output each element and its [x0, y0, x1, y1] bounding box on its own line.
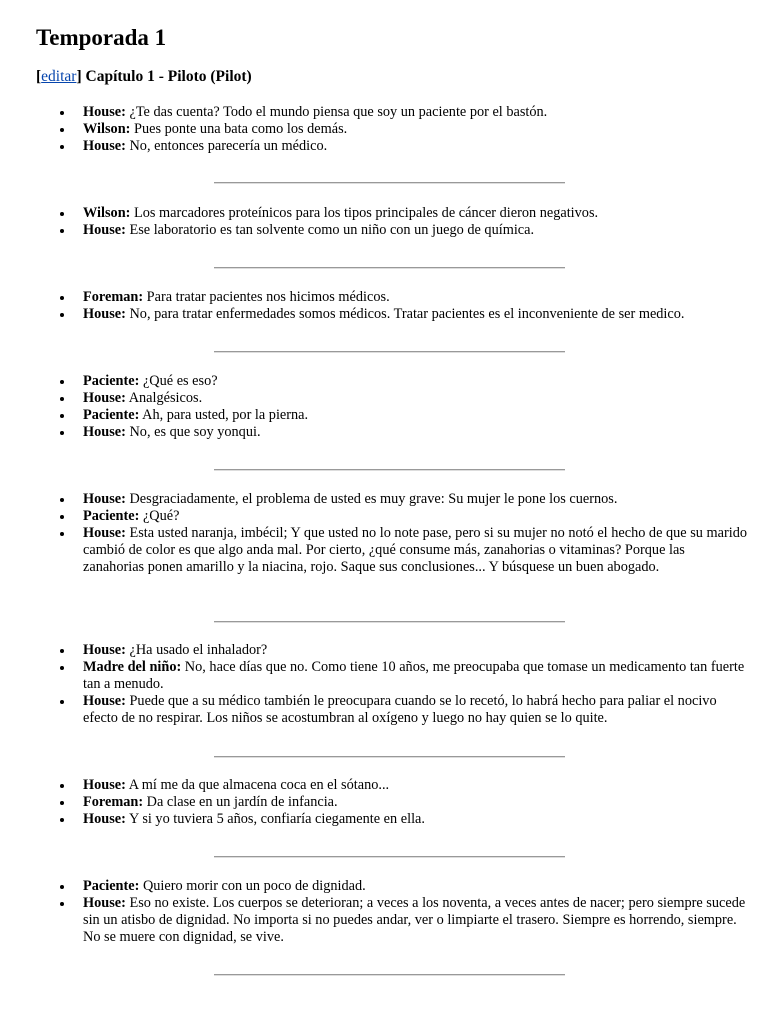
- quote-text: ¿Qué es eso?: [139, 373, 218, 389]
- quote-text: ¿Qué?: [139, 508, 180, 524]
- quote-line: [58, 121, 748, 138]
- speaker-name: House:: [83, 138, 126, 154]
- separator-rule: [214, 974, 565, 976]
- chapter-title: Capítulo 1 - Piloto (Pilot): [81, 68, 252, 85]
- quote-line: [58, 222, 748, 239]
- quote-group-7: [58, 777, 748, 828]
- speaker-name: Paciente:: [83, 878, 140, 894]
- chapter-heading: [36, 66, 252, 88]
- separator-rule: [214, 856, 565, 858]
- quote-text: Para tratar pacientes nos hicimos médicos.: [143, 289, 390, 305]
- quote-text: Los marcadores proteínicos para los tipos principales de cáncer dieron negativos.: [130, 205, 599, 221]
- speaker-name: House:: [83, 777, 126, 793]
- speaker-name: House:: [83, 104, 126, 120]
- quote-text: Eso no existe. Los cuerpos se deterioran; a veces a los noventa, a veces antes de nacer; pero siempre sucede sin un atisbo de dignidad. No importa si no puedes andar, ver o limpiarte el trasero. Siempre es horrendo, siempre. No se muere con dignidad, se vive.: [83, 895, 746, 945]
- quote-line: [58, 642, 748, 659]
- quote-text: ¿Te das cuenta? Todo el mundo piensa que soy un paciente por el bastón.: [125, 104, 548, 120]
- quote-text: Y si yo tuviera 5 años, confiaría ciegamente en ella.: [125, 811, 425, 827]
- quote-line: [58, 373, 748, 390]
- quote-text: Puede que a su médico también le preocupara cuando se lo recetó, lo habrá hecho para paliar el nocivo efecto de no respirar. Los niños se acostumbran al oxígeno y luego no hay quien se lo quite.: [83, 693, 717, 726]
- quote-text: No, entonces parecería un médico.: [125, 138, 328, 154]
- quote-line: [58, 390, 748, 407]
- quote-text: Analgésicos.: [125, 390, 203, 406]
- quote-line: [58, 205, 748, 222]
- edit-link[interactable]: editar: [41, 68, 77, 85]
- speaker-name: House:: [83, 491, 126, 507]
- speaker-name: House:: [83, 642, 126, 658]
- quote-line: [58, 659, 748, 693]
- quote-group-4: [58, 373, 748, 441]
- quote-line: [58, 138, 748, 155]
- quote-text: Desgraciadamente, el problema de usted es muy grave: Su mujer le pone los cuernos.: [125, 491, 618, 507]
- quote-group-5: [58, 491, 748, 576]
- quote-group-6: [58, 642, 748, 727]
- quote-line: [58, 104, 748, 121]
- quote-line: [58, 289, 748, 306]
- speaker-name: House:: [83, 525, 126, 541]
- speaker-name: Foreman:: [83, 794, 144, 810]
- separator-rule: [214, 756, 565, 758]
- quote-text: No, hace días que no. Como tiene 10 años, me preocupaba que tomase un medicamento tan fuerte tan a menudo.: [83, 659, 745, 692]
- speaker-name: Paciente:: [83, 407, 140, 423]
- quote-text: No, para tratar enfermedades somos médicos. Tratar pacientes es el inconveniente de ser medico.: [125, 306, 685, 322]
- speaker-name: House:: [83, 693, 126, 709]
- quote-line: [58, 424, 748, 441]
- quote-group-8: [58, 878, 748, 946]
- speaker-name: Paciente:: [83, 373, 140, 389]
- quote-group-2: [58, 205, 748, 239]
- bracket-close: ]: [76, 68, 82, 85]
- quote-line: [58, 895, 748, 946]
- speaker-name: House:: [83, 811, 126, 827]
- quote-line: [58, 407, 748, 424]
- quote-text: Esta usted naranja, imbécil; Y que usted no lo note pase, pero si su mujer no notó el hecho de que su marido cambió de color es que algo anda mal. Por cierto, ¿qué consume más, zanahorias o vitaminas? Porque las zanahorias ponen amarillo y la niacina, rojo. Saque sus conclusiones... Y búsquese un buen abogado.: [83, 525, 748, 575]
- speaker-name: Wilson:: [83, 205, 131, 221]
- bracket-open: [: [36, 68, 42, 85]
- speaker-name: Madre del niño:: [83, 659, 182, 675]
- speaker-name: Paciente:: [83, 508, 140, 524]
- speaker-name: House:: [83, 222, 126, 238]
- speaker-name: House:: [83, 895, 126, 911]
- quote-line: [58, 306, 748, 323]
- quote-line: [58, 525, 748, 576]
- quote-text: Ah, para usted, por la pierna.: [139, 407, 309, 423]
- quote-text: Ese laboratorio es tan solvente como un niño con un juego de química.: [125, 222, 535, 238]
- speaker-name: House:: [83, 424, 126, 440]
- speaker-name: Foreman:: [83, 289, 144, 305]
- separator-rule: [214, 351, 565, 353]
- quote-text: A mí me da que almacena coca en el sótano...: [125, 777, 390, 793]
- separator-rule: [214, 621, 565, 623]
- quote-group-3: [58, 289, 748, 323]
- quote-group-1: [58, 104, 748, 155]
- speaker-name: House:: [83, 390, 126, 406]
- quote-line: [58, 491, 748, 508]
- quote-line: [58, 811, 748, 828]
- quote-text: Da clase en un jardín de infancia.: [143, 794, 338, 810]
- quote-text: Pues ponte una bata como los demás.: [130, 121, 348, 137]
- separator-rule: [214, 182, 565, 184]
- quote-line: [58, 878, 748, 895]
- quote-text: No, es que soy yonqui.: [125, 424, 261, 440]
- quote-line: [58, 794, 748, 811]
- page-title: Temporada 1: [36, 25, 167, 50]
- separator-rule: [214, 267, 565, 269]
- speaker-name: House:: [83, 306, 126, 322]
- quote-line: [58, 693, 748, 727]
- quote-text: Quiero morir con un poco de dignidad.: [139, 878, 366, 894]
- quote-line: [58, 777, 748, 794]
- quote-text: ¿Ha usado el inhalador?: [125, 642, 268, 658]
- speaker-name: Wilson:: [83, 121, 131, 137]
- quote-line: [58, 508, 748, 525]
- separator-rule: [214, 469, 565, 471]
